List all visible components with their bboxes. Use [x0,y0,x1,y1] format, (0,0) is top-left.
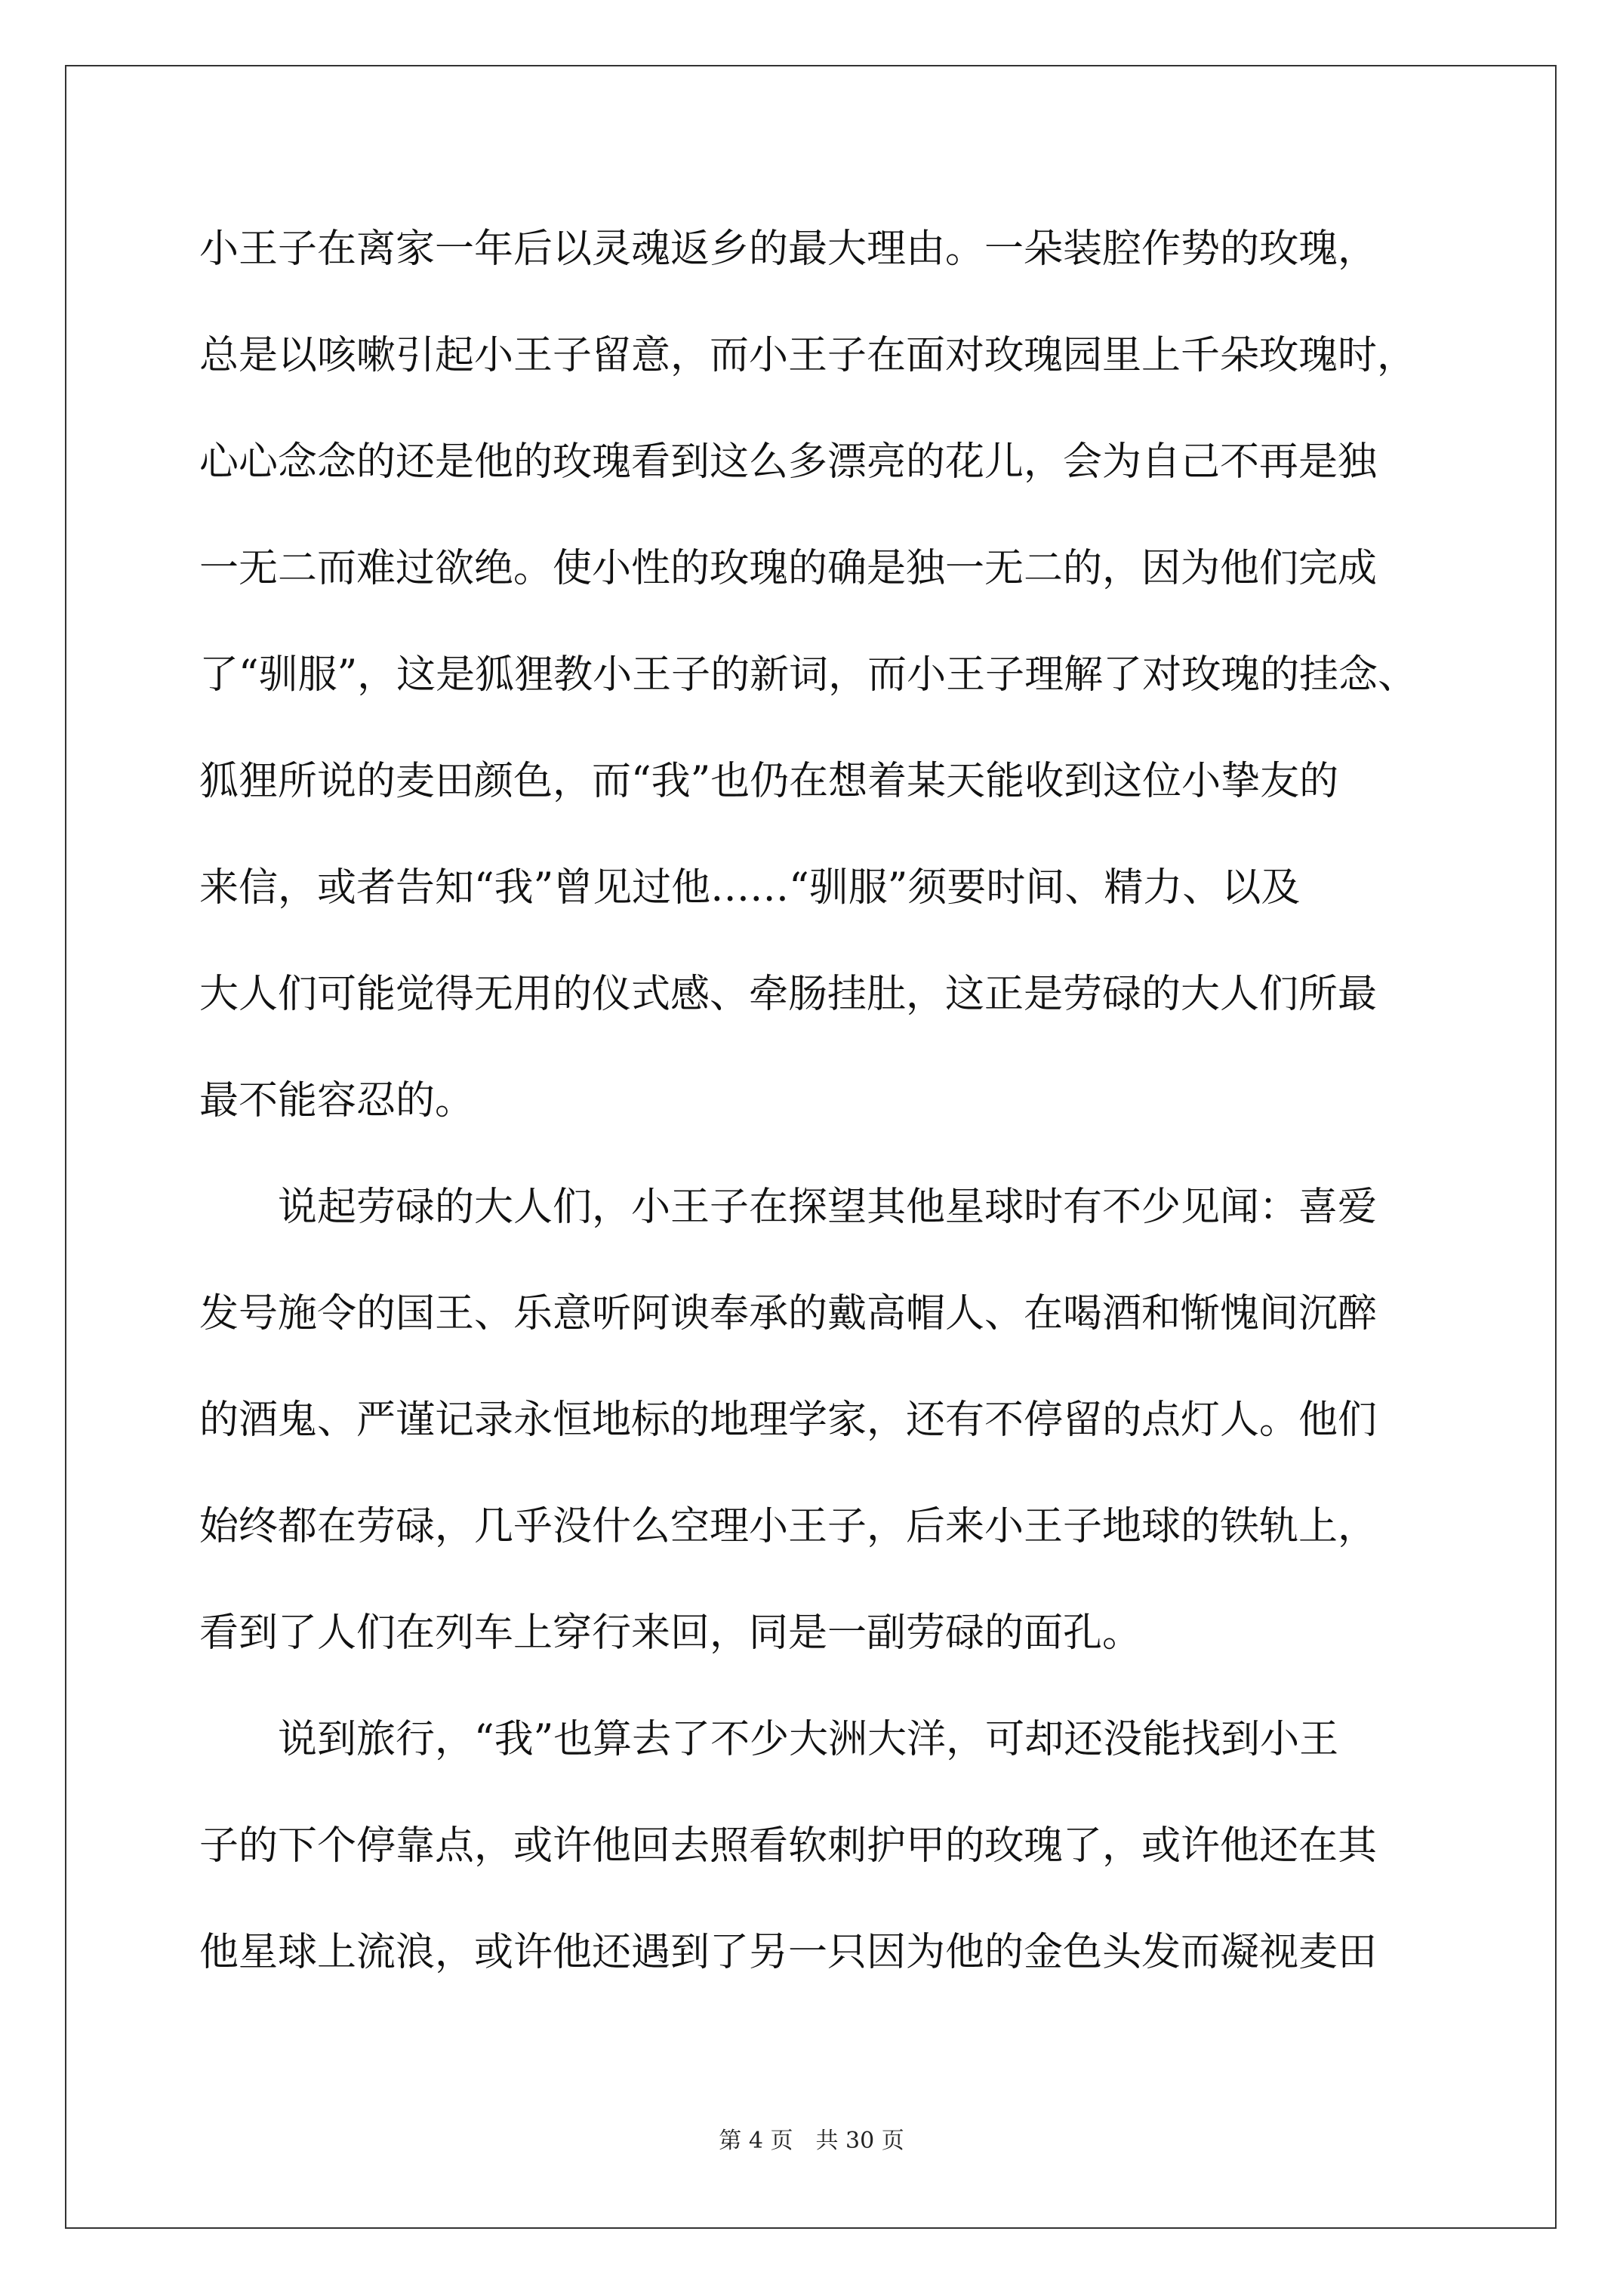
text-line: 来信，或者告知“我”曾见过他……“驯服”须要时间、精力、以及 [199,865,1301,911]
text-line: 他星球上流浪，或许他还遇到了另一只因为他的金色头发而凝视麦田 [199,1930,1378,1975]
text-line: 始终都在劳碌，几乎没什么空理小王子，后来小王子地球的铁轨上， [199,1504,1378,1549]
text-line: 总是以咳嗽引起小王子留意，而小王子在面对玫瑰园里上千朵玫瑰时， [199,333,1417,378]
text-line: 的酒鬼、严谨记录永恒地标的地理学家，还有不停留的点灯人。他们 [199,1398,1378,1443]
text-line: 最不能容忍的。 [199,1078,475,1123]
text-line: 大人们可能觉得无用的仪式感、牵肠挂肚，这正是劳碌的大人们所最 [199,972,1378,1017]
text-line: 小王子在离家一年后以灵魂返乡的最大理由。一朵装腔作势的玫瑰， [199,227,1378,272]
text-line: 一无二而难过欲绝。使小性的玫瑰的确是独一无二的，因为他们完成 [199,546,1378,591]
page-number: 第 4 页 共 30 页 [719,2128,904,2154]
paragraph-first-line: 说到旅行，“我”也算去了不少大洲大洋，可却还没能找到小王 [278,1717,1339,1762]
paragraph-first-line: 说起劳碌的大人们，小王子在探望其他星球时有不少见闻：喜爱 [278,1185,1378,1230]
text-line: 了“驯服”，这是狐狸教小王子的新词，而小王子理解了对玫瑰的挂念、 [199,652,1418,698]
text-line: 狐狸所说的麦田颜色，而“我”也仍在想着某天能收到这位小挚友的 [199,759,1339,804]
text-line: 心心念念的还是他的玫瑰看到这么多漂亮的花儿，会为自己不再是独 [199,439,1378,485]
text-line: 子的下个停靠点，或许他回去照看软刺护甲的玫瑰了，或许他还在其 [199,1823,1378,1869]
text-line: 发号施令的国王、乐意听阿谀奉承的戴高帽人、在喝酒和惭愧间沉醉 [199,1291,1378,1336]
document-body [199,227,1449,2036]
text-line: 看到了人们在列车上穿行来回，同是一副劳碌的面孔。 [199,1610,1142,1656]
